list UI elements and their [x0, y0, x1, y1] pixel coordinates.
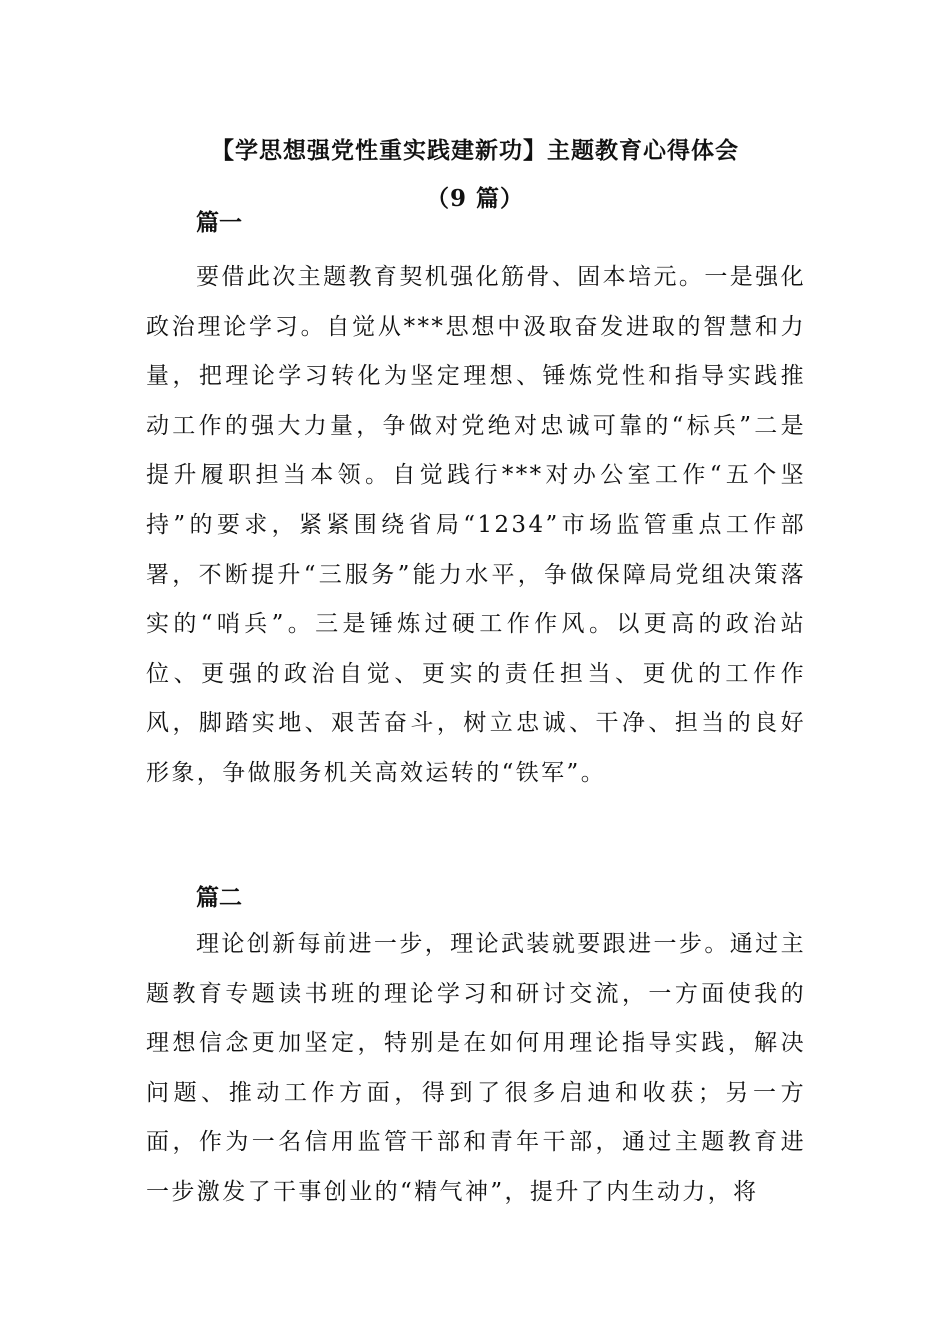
section-heading-1: 篇一: [196, 209, 242, 236]
document-subtitle: （9 篇）: [425, 185, 524, 212]
section-heading-2: 篇二: [196, 884, 242, 911]
section-body-2: 理论创新每前进一步，理论武装就要跟进一步。通过主题教育专题读书班的理论学习和研讨交流，一方面使我的理想信念更加坚定，特别是在如何用理论指导实践，解决问题、推动工作方面，得到了很多启迪和收获；另一方面，作为一名信用监管干部和青年干部，通过主题教育进一步激发了干事创业的“精气神”，提升了内生动力，将: [146, 931, 806, 1205]
section-body-1: 要借此次主题教育契机强化筋骨、固本培元。一是强化政治理论学习。自觉从***思想中汲取奋发进取的智慧和力量，把理论学习转化为坚定理想、锤炼党性和指导实践推动工作的强大力量，争做对党绝对忠诚可靠的“标兵”二是提升履职担当本领。自觉践行***对办公室工作“五个坚持”的要求，紧紧围绕省局“1234”市场监管重点工作部署，不断提升“三服务”能力水平，争做保障局党组决策落实的“哨兵”。三是锤炼过硬工作作风。以更高的政治站位、更强的政治自觉、更实的责任担当、更优的工作作风，脚踏实地、艰苦奋斗，树立忠诚、干净、担当的良好形象，争做服务机关高效运转的“铁军”。: [146, 264, 806, 786]
document-title: 【学思想强党性重实践建新功】主题教育心得体会: [211, 137, 739, 164]
